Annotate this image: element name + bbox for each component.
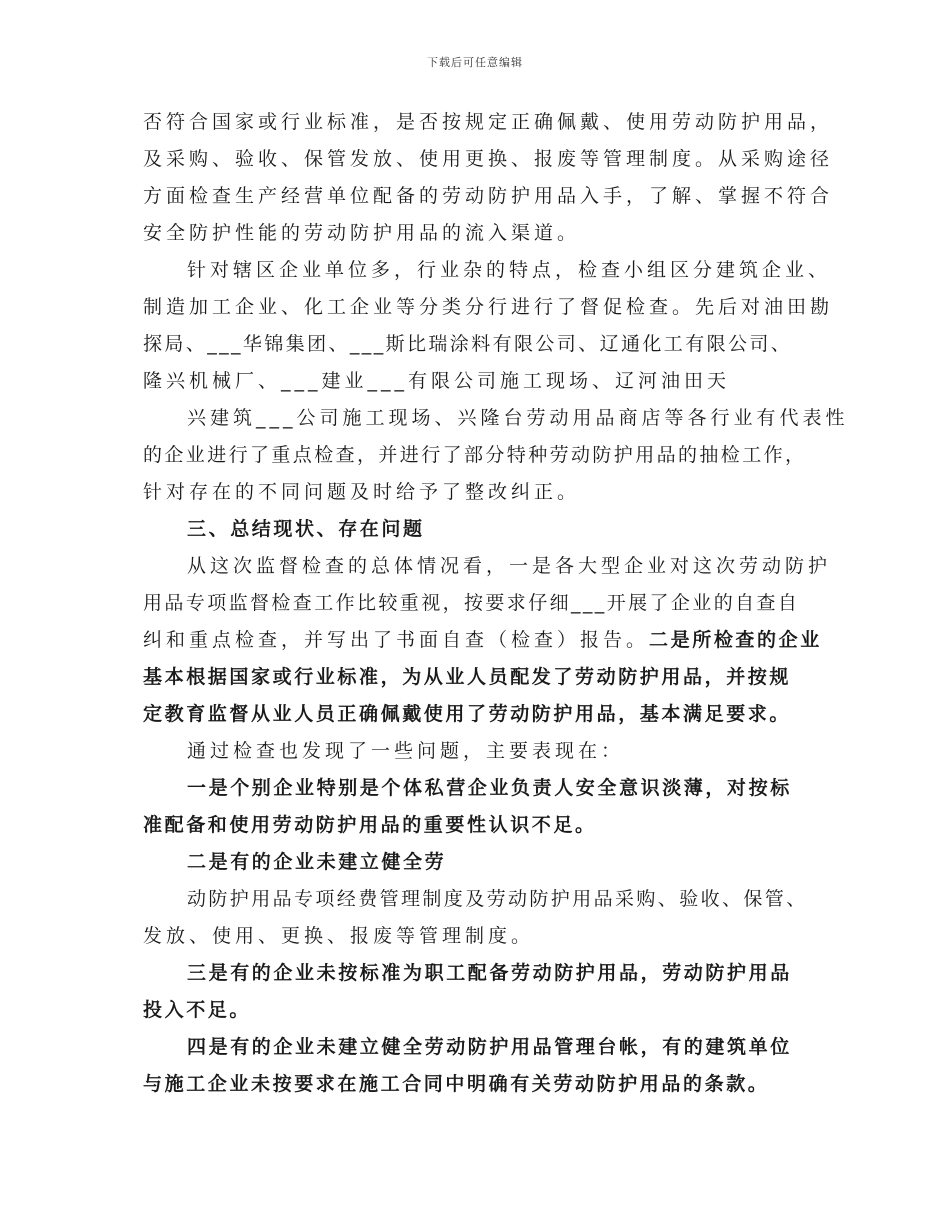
- bold-text-line: 与施工企业未按要求在施工合同中明确有关劳动防护用品的条款。: [143, 1073, 770, 1095]
- text-line: 针对辖区企业单位多，行业杂的特点，检查小组区分建筑企业、: [187, 259, 832, 281]
- text-span: 纠和重点检查，并写出了书面自查（检查）报告。: [143, 629, 650, 651]
- text-line: 的企业进行了重点检查，并进行了部分特种劳动防护用品的抽检工作，: [143, 444, 807, 466]
- document-body: [143, 104, 849, 1103]
- text-line: 制造加工企业、化工企业等分类分行进行了督促检查。先后对油田勘: [143, 296, 834, 318]
- text-line: 通过检查也发现了一些问题，主要表现在：: [187, 740, 625, 762]
- text-line: 方面检查生产经营单位配备的劳动防护用品入手，了解、掌握不符合: [143, 185, 834, 207]
- text-line: 及采购、验收、保管发放、使用更换、报废等管理制度。从采购途径: [143, 148, 834, 170]
- text-line-mixed: [143, 622, 823, 659]
- bold-text-line: 一是个别企业特别是个体私营企业负责人安全意识淡薄，对按标: [187, 777, 792, 799]
- bold-text-span: 二是所检查的企业: [649, 629, 822, 651]
- bold-text-line: 三是有的企业未按标准为职工配备劳动防护用品，劳动防护用品: [187, 962, 792, 984]
- bold-text-line: 二是有的企业未建立健全劳: [187, 851, 447, 873]
- text-line: 从这次监督检查的总体情况看，一是各大型企业对这次劳动防护: [187, 555, 832, 577]
- text-line: 隆兴机械厂、___建业___有限公司施工现场、辽河油田天: [143, 370, 731, 392]
- text-line: 发放、使用、更换、报废等管理制度。: [143, 925, 535, 947]
- text-line: 针对存在的不同问题及时给予了整改纠正。: [143, 481, 581, 503]
- bold-text-line: 基本根据国家或行业标准，为从业人员配发了劳动防护用品，并按规: [143, 666, 792, 688]
- bold-text-line: 准配备和使用劳动防护用品的重要性认识不足。: [143, 814, 597, 836]
- text-line: 探局、___华锦集团、___斯比瑞涂料有限公司、辽通化工有限公司、: [143, 333, 793, 355]
- text-line: 否符合国家或行业标准，是否按规定正确佩戴、使用劳动防护用品，: [143, 111, 834, 133]
- text-line: 动防护用品专项经费管理制度及劳动防护用品采购、验收、保管、: [187, 888, 808, 910]
- page-header-note: 下载后可任意编辑: [427, 56, 523, 69]
- bold-text-line: 四是有的企业未建立健全劳动防护用品管理台帐，有的建筑单位: [187, 1036, 792, 1058]
- section-heading: 三、总结现状、存在问题: [187, 518, 425, 540]
- bold-text-line: 投入不足。: [143, 999, 252, 1021]
- text-line: 安全防护性能的劳动防护用品的流入渠道。: [143, 222, 581, 244]
- bold-text-line: 定教育监督从业人员正确佩戴使用了劳动防护用品，基本满足要求。: [143, 703, 792, 725]
- text-line: 兴建筑___公司施工现场、兴隆台劳动用品商店等各行业有代表性: [187, 407, 849, 429]
- text-line: 用品专项监督检查工作比较重视，按要求仔细___开展了企业的自查自: [143, 592, 800, 614]
